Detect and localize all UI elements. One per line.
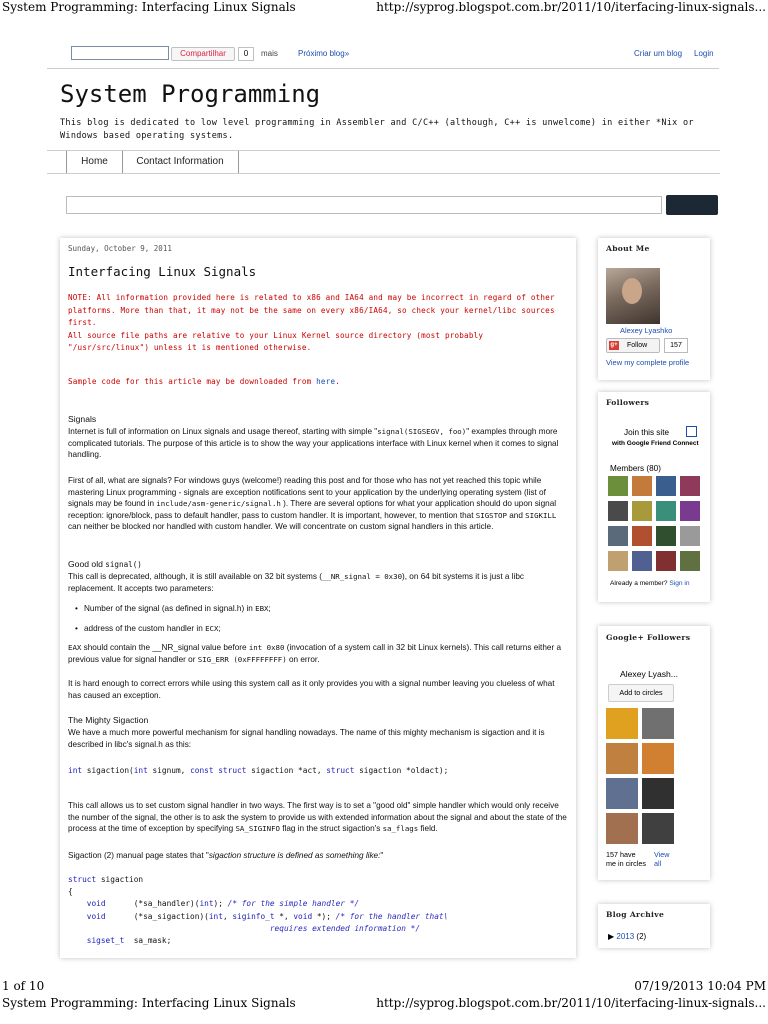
- sample-suffix: .: [335, 377, 341, 386]
- blogger-navbar: [47, 38, 719, 69]
- paragraph-6: We have a much more powerful mechanism for signal handling nowadays. The name of this mighty mechanism is sigaction and it is described in libc's signal.h as this:: [68, 728, 545, 749]
- code-text: (*sa_sigaction)(: [105, 911, 209, 921]
- member-avatar[interactable]: [632, 526, 652, 546]
- print-footer-url: http://syprog.blogspot.com.br/2011/10/iterfacing-linux-signals...: [376, 996, 766, 1010]
- about-me-widget: [598, 238, 710, 380]
- member-avatar[interactable]: [656, 526, 676, 546]
- follow-count: 157: [664, 338, 688, 353]
- sample-code-note: [68, 376, 566, 389]
- archive-year-count: (2): [636, 932, 647, 941]
- post-title[interactable]: Interfacing Linux Signals: [68, 264, 257, 279]
- p3-text-a: This call is deprecated, although, it is still available on 32 bit systems (: [68, 572, 322, 581]
- p4-text-a: should contain the __NR_signal value before: [81, 643, 249, 652]
- note-line-2: All source file paths are relative to your Linux Kernel source directory (most probably "/usr/src/linux") unless it is mentioned otherwise.: [68, 330, 484, 352]
- member-avatar[interactable]: [680, 551, 700, 571]
- code-text: (*sa_handler)(: [105, 899, 200, 909]
- already-member-label: Already a member?: [610, 580, 670, 587]
- p3-text-b: ), on 64 bit systems it is just a libc replacement. It accepts two parameters:: [68, 572, 524, 593]
- member-avatar[interactable]: [608, 476, 628, 496]
- paragraph-1: [68, 426, 568, 461]
- share-button[interactable]: Compartilhar: [171, 47, 235, 61]
- gplus-follower-avatar[interactable]: [606, 813, 638, 844]
- paragraph-8: [68, 850, 568, 862]
- view-profile-link[interactable]: View my complete profile: [606, 358, 690, 367]
- note-text: [68, 292, 566, 355]
- code-keyword: int: [133, 766, 148, 775]
- gplus-follower-avatar[interactable]: [642, 708, 674, 739]
- create-blog-link[interactable]: Criar um blog: [634, 49, 683, 58]
- p4-code-3: SIG_ERR (0xFFFFFFFF): [197, 654, 287, 664]
- mighty-sigaction-heading: The Mighty Sigaction: [68, 715, 149, 725]
- author-name-link[interactable]: Alexey Lyashko: [620, 326, 673, 335]
- note-line-1: NOTE: All information provided here is related to x86 and IA64 and may be incorrect in regard of other platforms. More than that, it may not be the same on every x86/IA64, so check your kernel/libc sources first.: [68, 293, 555, 327]
- code-keyword: void: [86, 899, 106, 909]
- page-number: 1 of 10: [2, 979, 45, 993]
- p8-text-b: ": [380, 851, 384, 860]
- bullet1-text-b: ;: [268, 604, 271, 613]
- author-face-shape: [622, 278, 642, 304]
- join-site-label[interactable]: Join this site: [624, 428, 670, 437]
- p7-text-c: field.: [418, 824, 438, 834]
- p3-code: __NR_signal = 0x30: [321, 572, 403, 581]
- navbar-search-input[interactable]: [71, 46, 169, 60]
- expand-triangle-icon[interactable]: ▶: [608, 932, 615, 941]
- code-keyword: int: [199, 899, 214, 909]
- p2-text-b: ). There are several options for what your application should do upon signal reception: ignore/block, pass to default handler, pass to custom handler. It is important, however, to mention that: [68, 499, 557, 520]
- add-to-circles-button[interactable]: Add to circles: [608, 684, 674, 702]
- p2-text-a: First of all, what are signals? For windows guys (welcome!) reading this post and for those who has not yet reached this topic while mastering Linux programming - signals are exception notifications sent to your application by the underlying operating system (list of signals may be found in: [68, 476, 546, 509]
- blog-search-input[interactable]: [66, 196, 662, 214]
- member-avatar[interactable]: [608, 501, 628, 521]
- share-count: 0: [238, 47, 254, 61]
- code-text: sigaction *oldact);: [354, 766, 449, 775]
- sample-prefix: Sample code for this article may be downloaded from: [68, 377, 317, 386]
- p8-text-a: Sigaction (2) manual page states that ": [68, 851, 209, 860]
- gplus-followers-title: Google+ Followers: [606, 633, 691, 642]
- code-text: );: [213, 899, 228, 909]
- p7-code-2: sa_flags: [382, 824, 419, 834]
- post-date: Sunday, October 9, 2011: [68, 244, 172, 253]
- next-blog-link[interactable]: Próximo blog»: [298, 49, 350, 58]
- paragraph-7: [68, 800, 568, 835]
- blog-description: This blog is dedicated to low level programming in Assembler and C/C++ (although, C++ is unwelcome) in either *Nix or Windows based operating systems.: [60, 118, 694, 141]
- p2-code-1: include/asm-generic/signal.h: [156, 499, 281, 509]
- gplus-follower-avatar[interactable]: [642, 743, 674, 774]
- p8-emphasis: sigaction structure is defined as something like:: [208, 851, 381, 860]
- member-avatar[interactable]: [680, 526, 700, 546]
- code-keyword: int: [68, 766, 83, 775]
- signals-heading: Signals: [68, 414, 97, 424]
- code-keyword: struct: [326, 766, 355, 775]
- bullet-signal-number: [84, 604, 271, 613]
- about-me-title: About Me: [606, 244, 650, 253]
- print-footer-title: System Programming: Interfacing Linux Signals: [2, 996, 296, 1010]
- p4-code-1: EAX: [68, 643, 82, 652]
- code-keyword: int: [208, 911, 223, 921]
- code-keyword: void: [293, 911, 313, 921]
- print-header-url: http://syprog.blogspot.com.br/2011/10/iterfacing-linux-signals...: [376, 0, 766, 14]
- code-keyword: sigset_t: [86, 936, 125, 946]
- code-comment: /* for the handler that\: [335, 911, 449, 921]
- sigaction-struct-code: [68, 874, 448, 947]
- print-footer-top: [0, 979, 768, 995]
- gplus-follower-avatar[interactable]: [606, 708, 638, 739]
- p1-text-b: " examples through more complicated tutorials. The purpose of this article is to show the way your applications interface with Linux kernel when it comes to signal handling.: [68, 427, 559, 460]
- tab-contact-information[interactable]: Contact Information: [122, 151, 239, 173]
- code-text: sa_mask;: [124, 936, 172, 946]
- print-header: [0, 0, 768, 16]
- google-friend-connect-label: with Google Friend Connect: [612, 440, 699, 447]
- code-comment: /* for the simple handler */: [227, 899, 360, 909]
- paragraph-3: [68, 571, 568, 594]
- p2-code-2: SIGSTOP: [475, 510, 507, 520]
- paragraph-5: It is hard enough to correct errors while using this system call as it only provides you with a signal number leaving you clueless of what has caused an exception.: [68, 679, 555, 700]
- gplus-profile-name[interactable]: Alexey Lyash...: [620, 669, 678, 679]
- paragraph-4: [68, 642, 568, 665]
- author-photo[interactable]: [606, 268, 660, 324]
- code-keyword: void: [86, 911, 106, 921]
- gplus-follower-avatar[interactable]: [642, 778, 674, 809]
- member-avatar[interactable]: [656, 476, 676, 496]
- good-old-prefix: Good old: [68, 559, 106, 569]
- p7-text-a: This call allows us to set custom signal handler in two ways. The first way is to set a "good old" simple handler which would only receive the number of the signal, the other is to ask the system to provide us with extended information about the signal and about the state of the process at the time of exception by specifying: [68, 801, 567, 834]
- code-keyword: const struct: [190, 766, 247, 775]
- p7-text-b: flag in the struct sigaction's: [279, 824, 383, 834]
- gplus-icon: g+: [610, 342, 618, 348]
- code-text: *);: [312, 911, 336, 921]
- page-tabs: [47, 150, 720, 174]
- sign-in-link[interactable]: Sign in: [669, 580, 690, 587]
- p4-text-c: on error.: [286, 654, 320, 664]
- post-container: [60, 238, 576, 958]
- p1-code: signal(SIGSEGV, foo): [377, 427, 467, 436]
- print-footer-bottom: [0, 996, 768, 1012]
- login-link[interactable]: Login: [694, 49, 714, 58]
- print-header-title: System Programming: Interfacing Linux Signals: [2, 0, 296, 14]
- member-avatar[interactable]: [632, 501, 652, 521]
- member-avatar[interactable]: [608, 526, 628, 546]
- member-avatar[interactable]: [680, 476, 700, 496]
- code-text: {: [68, 887, 73, 897]
- followers-widget: [598, 392, 710, 602]
- gplus-follower-avatar[interactable]: [606, 743, 638, 774]
- good-old-code: signal(): [105, 560, 142, 569]
- gplus-follow-button[interactable]: [606, 338, 660, 353]
- code-comment: requires extended information */: [269, 923, 421, 933]
- sample-code-link[interactable]: here: [316, 377, 336, 386]
- gfc-icon: [686, 426, 697, 437]
- bullet1-text-a: Number of the signal (as defined in signal.h) in: [84, 604, 256, 613]
- blog-archive-widget: [598, 904, 710, 948]
- bullet-handler-address: [84, 624, 221, 633]
- member-avatar[interactable]: [656, 501, 676, 521]
- member-avatar[interactable]: [608, 551, 628, 571]
- bullet2-code: ECX: [205, 624, 219, 633]
- bullet2-text-a: address of the custom handler in: [84, 624, 206, 633]
- view-all-link[interactable]: View all: [654, 850, 670, 868]
- already-member-text: [610, 580, 706, 588]
- code-text: *,: [274, 911, 294, 921]
- follow-label: Follow: [627, 342, 648, 349]
- gplus-follower-avatar[interactable]: [642, 813, 674, 844]
- followers-title: Followers: [606, 398, 650, 407]
- bullet1-code: EBX: [255, 604, 269, 613]
- p1-text-a: Internet is full of information on Linux signals and usage thereof, starting with simple ": [68, 427, 378, 436]
- code-text: sigaction(: [82, 766, 134, 775]
- print-datetime: 07/19/2013 10:04 PM: [634, 979, 766, 993]
- code-keyword: struct: [68, 875, 97, 884]
- code-text: ,: [222, 911, 233, 921]
- p2-text-c: and: [506, 510, 526, 520]
- blog-archive-title: Blog Archive: [606, 910, 665, 919]
- code-text: sigaction: [96, 875, 144, 884]
- code-text: sigaction *act,: [246, 766, 327, 775]
- have-in-circles-text: 157 have me in circles: [606, 850, 646, 868]
- blog-title[interactable]: System Programming: [60, 80, 321, 108]
- member-avatar[interactable]: [680, 501, 700, 521]
- p7-code-1: SA_SIGINFO: [235, 824, 280, 834]
- member-avatar[interactable]: [632, 476, 652, 496]
- archive-year-link[interactable]: 2013: [616, 932, 635, 941]
- code-text: signum,: [147, 766, 191, 775]
- member-avatar[interactable]: [656, 551, 676, 571]
- gplus-follower-avatar[interactable]: [606, 778, 638, 809]
- member-avatar[interactable]: [632, 551, 652, 571]
- more-link[interactable]: mais: [261, 49, 278, 58]
- gplus-followers-widget: [598, 626, 710, 880]
- archive-year-item[interactable]: [608, 932, 646, 941]
- code-keyword: siginfo_t: [232, 911, 275, 921]
- tab-home[interactable]: Home: [66, 151, 123, 173]
- p4-text-b: (invocation of a system call in 32 bit Linux kernels). This call returns either a previous value for signal handler or: [68, 643, 561, 664]
- paragraph-2: [68, 475, 568, 533]
- p2-text-d: can neither be blocked nor handled with custom handler. We will concentrate on custom signal handlers in this article.: [68, 522, 494, 532]
- search-button[interactable]: Search: [666, 195, 718, 215]
- good-old-signal-heading: [68, 559, 142, 569]
- sigaction-prototype: [68, 766, 448, 775]
- members-count: Members (80): [610, 464, 661, 473]
- p2-code-3: SIGKILL: [525, 510, 557, 520]
- bullet2-text-b: ;: [218, 624, 221, 633]
- p4-code-2: int 0x80: [248, 643, 285, 652]
